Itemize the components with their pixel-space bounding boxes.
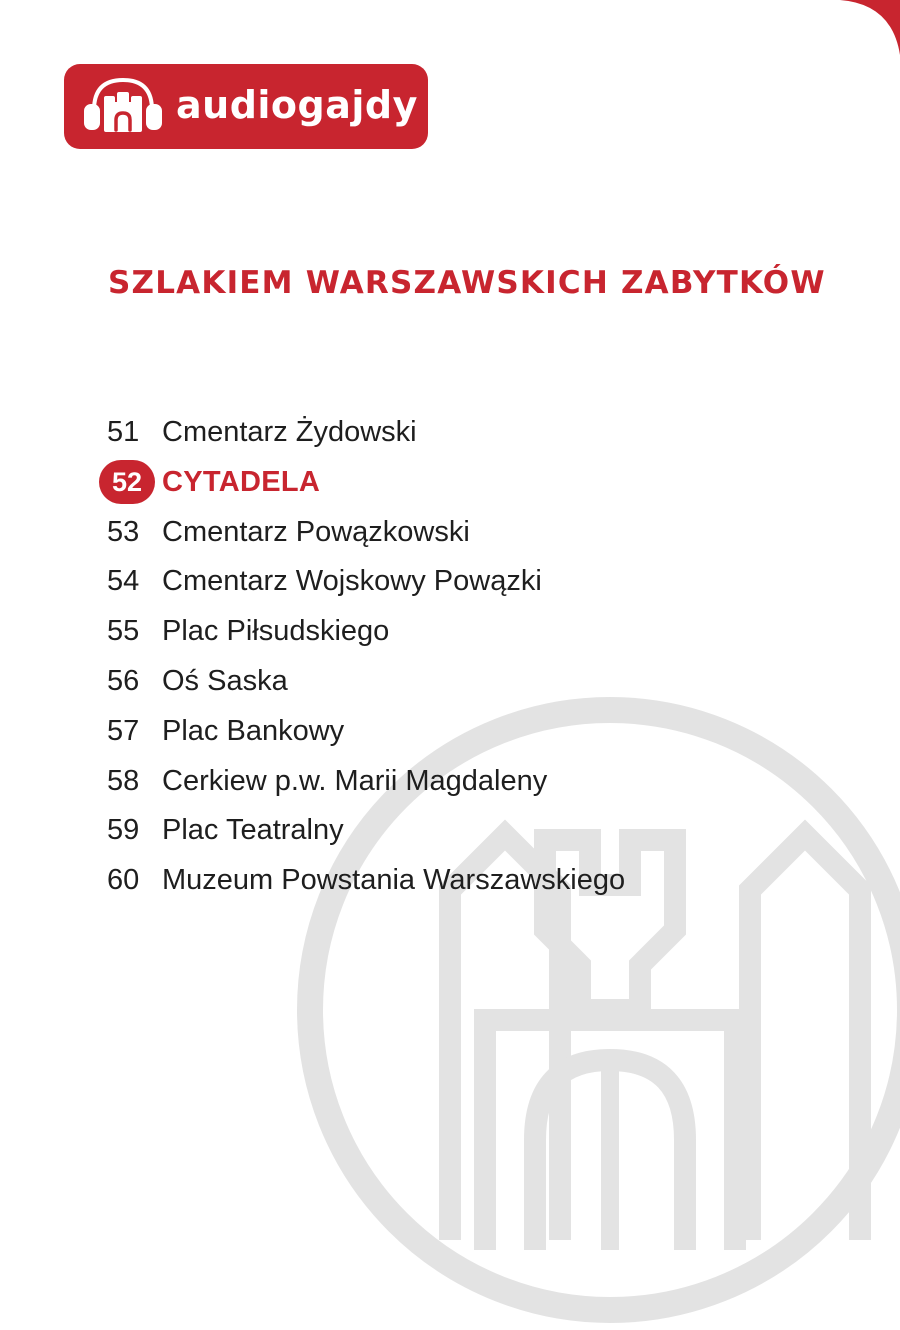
page-title: SZLAKIEM WARSZAWSKICH ZABYTKÓW [108, 265, 826, 301]
brand-logo [64, 64, 428, 149]
current-stop-badge: 52 [99, 460, 155, 504]
list-item [0, 609, 700, 653]
stop-name: Plac Piłsudskiego [162, 615, 390, 648]
stop-name: Plac Teatralny [162, 814, 344, 847]
list-item [0, 659, 700, 703]
stop-number: 57 [107, 714, 140, 747]
stop-name: CYTADELA [162, 465, 321, 498]
stop-name: Cmentarz Żydowski [162, 416, 417, 448]
stop-name: Cmentarz Wojskowy Powązki [162, 565, 542, 598]
stop-number: 60 [107, 864, 140, 897]
castle-headphones-icon [82, 74, 164, 138]
list-item [0, 510, 700, 554]
list-item [0, 858, 700, 902]
list-item-current [0, 460, 700, 504]
stop-number: 58 [107, 764, 140, 797]
stop-name: Muzeum Powstania Warszawskiego [162, 864, 626, 897]
brand-name: audiogajdy [176, 83, 418, 127]
list-item [0, 808, 700, 852]
stop-name: Oś Saska [162, 665, 288, 697]
list-item [0, 759, 700, 803]
stop-name: Plac Bankowy [162, 714, 345, 747]
list-item [0, 410, 700, 454]
stop-number: 55 [107, 615, 140, 648]
corner-decoration [810, 0, 900, 80]
stop-name: Cmentarz Powązkowski [162, 515, 470, 548]
stop-number: 59 [107, 814, 140, 847]
stop-number: 56 [107, 665, 140, 697]
stop-name: Cerkiew p.w. Marii Magdaleny [162, 764, 548, 797]
stop-number: 51 [107, 416, 140, 448]
stop-number: 53 [107, 515, 140, 548]
stop-number: 54 [107, 565, 140, 598]
list-item [0, 559, 700, 603]
list-item [0, 709, 700, 753]
